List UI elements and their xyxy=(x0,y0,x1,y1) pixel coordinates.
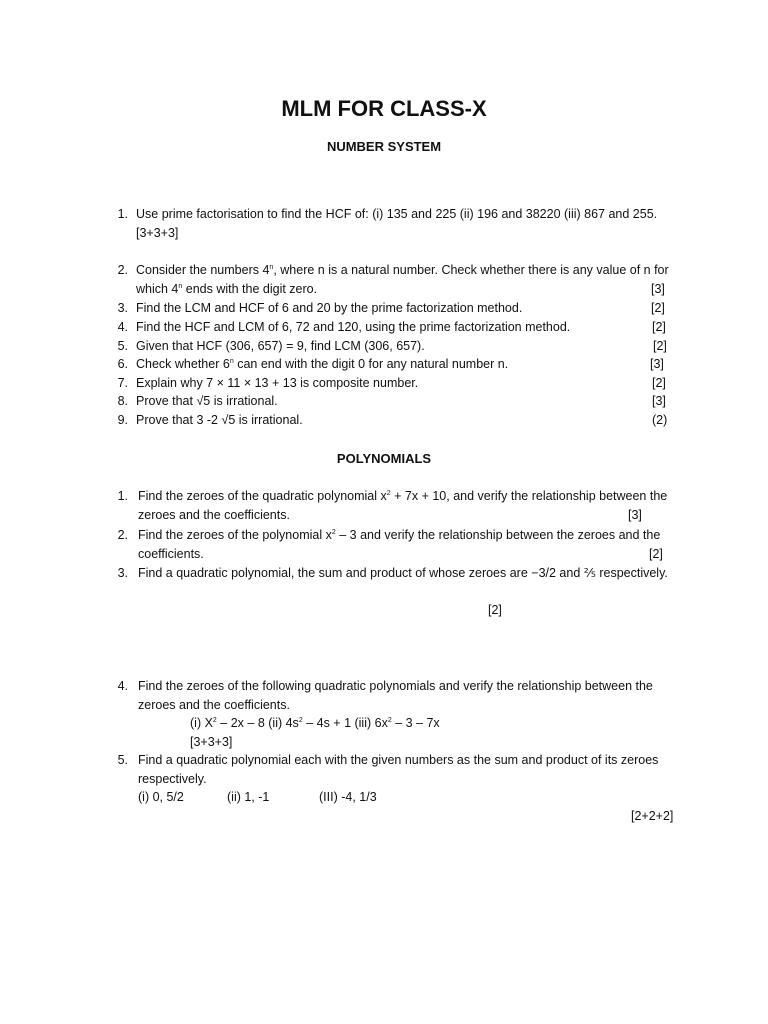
question-number: 4. xyxy=(117,679,128,693)
question-text: respectively. xyxy=(138,771,207,786)
options-row xyxy=(138,788,680,807)
superscript: n xyxy=(229,357,234,365)
option-iii: (III) -4, 1/3 xyxy=(319,790,377,805)
question-line xyxy=(136,374,680,393)
question-line xyxy=(138,545,680,564)
question-marks: [3] xyxy=(650,357,664,371)
text-part: can end with the digit 0 for any natural number n. xyxy=(233,357,509,371)
question-text: Find a quadratic polynomial, the sum and product of whose zeroes are −3/2 and ⅖ respectively. xyxy=(138,566,668,580)
question-line xyxy=(138,506,680,525)
text-part: ends with the digit zero. xyxy=(182,281,318,296)
question-number: 7. xyxy=(117,376,128,390)
superscript: 2 xyxy=(386,489,391,497)
question-number: 2. xyxy=(117,528,128,542)
question-marks: [2] xyxy=(652,376,666,390)
option-ii: (ii) 1, -1 xyxy=(227,790,270,805)
question-number: 5. xyxy=(117,753,128,767)
question-text: Find the HCF and LCM of 6, 72 and 120, using the prime factorization method. xyxy=(136,320,571,334)
sub-parts xyxy=(138,714,680,733)
question-line xyxy=(136,355,680,374)
superscript: n xyxy=(178,282,183,290)
question-text xyxy=(136,280,680,299)
question-number: 1. xyxy=(117,207,128,221)
superscript: n xyxy=(269,263,274,271)
question-number: 8. xyxy=(117,394,128,408)
text-part: Find the zeroes of the quadratic polynomial x xyxy=(138,489,387,503)
question-marks: [3] xyxy=(628,507,642,522)
question-line xyxy=(136,392,680,411)
question-number: 6. xyxy=(117,357,128,371)
text-part: – 3 and verify the relationship between the zeroes and the xyxy=(335,528,661,542)
question-number: 3. xyxy=(117,566,128,580)
text-part: Find the zeroes of the polynomial x xyxy=(138,528,332,542)
question-number: 3. xyxy=(117,301,128,315)
question-marks: [2] xyxy=(653,339,667,353)
question-marks: [2] xyxy=(649,546,663,561)
section-heading-polynomials: POLYNOMIALS xyxy=(336,451,432,466)
question-text xyxy=(138,526,680,545)
question-text: Prove that √5 is irrational. xyxy=(136,394,278,408)
option-i: (i) 0, 5/2 xyxy=(138,790,184,805)
section-heading-number-system: NUMBER SYSTEM xyxy=(326,139,442,154)
marks-line xyxy=(138,807,680,826)
question-number: 9. xyxy=(117,413,128,427)
text-part: Consider the numbers 4 xyxy=(136,263,270,277)
question-line xyxy=(136,337,680,356)
question-marks: [2] xyxy=(651,301,665,315)
question-number: 2. xyxy=(117,263,128,277)
question-text: Find the zeroes of the following quadratic polynomials and verify the relationship between the xyxy=(138,679,653,693)
question-line xyxy=(136,318,680,337)
question-line xyxy=(136,411,680,430)
superscript: 2 xyxy=(212,717,217,725)
question-text: coefficients. xyxy=(138,546,204,561)
question-number: 1. xyxy=(117,489,128,503)
question-text: Prove that 3 -2 √5 is irrational. xyxy=(136,413,303,427)
question-number: 5. xyxy=(117,339,128,353)
question-text: Find the LCM and HCF of 6 and 20 by the prime factorization method. xyxy=(136,301,523,315)
question-marks: (2) xyxy=(652,413,668,427)
text-part: Check whether 6 xyxy=(136,357,230,371)
superscript: 2 xyxy=(331,528,336,536)
text-part: – 3 – 7x xyxy=(391,716,440,731)
question-line xyxy=(136,299,680,318)
question-marks: [2] xyxy=(652,320,666,334)
text-part: – 4s + 1 (iii) 6x xyxy=(302,716,388,731)
document-title: MLM FOR CLASS-X xyxy=(281,96,487,121)
question-text xyxy=(136,261,680,280)
question-marks: [3+3+3] xyxy=(190,735,233,750)
text-part: + 7x + 10, and verify the relationship between the xyxy=(390,489,668,503)
text-part: (i) X xyxy=(190,716,213,731)
question-text: zeroes and the coefficients. xyxy=(138,507,290,522)
question-marks: [3+3+3] xyxy=(136,225,179,240)
question-marks: [3] xyxy=(652,394,666,408)
question-text: Explain why 7 × 11 × 13 + 13 is composite number. xyxy=(136,376,419,390)
text-part: , where n is a natural number. Check whether there is any value of n for xyxy=(273,263,669,277)
question-text: Find a quadratic polynomial each with the given numbers as the sum and product of its zeroes xyxy=(138,753,659,767)
question-text xyxy=(138,487,680,506)
text-part: – 2x – 8 (ii) 4s xyxy=(216,716,299,731)
question-text: Use prime factorisation to find the HCF of: (i) 135 and 225 (ii) 196 and 38220 (iii) 867 and 255. xyxy=(136,207,658,221)
question-text: zeroes and the coefficients. xyxy=(138,697,290,712)
superscript: 2 xyxy=(298,717,303,725)
text-part: which 4 xyxy=(136,281,179,296)
question-marks: [2+2+2] xyxy=(631,809,674,824)
superscript: 2 xyxy=(387,717,392,725)
question-marks: [3] xyxy=(651,281,665,296)
question-number: 4. xyxy=(117,320,128,334)
question-text: Given that HCF (306, 657) = 9, find LCM (306, 657). xyxy=(136,339,425,353)
question-marks: [2] xyxy=(488,603,502,617)
